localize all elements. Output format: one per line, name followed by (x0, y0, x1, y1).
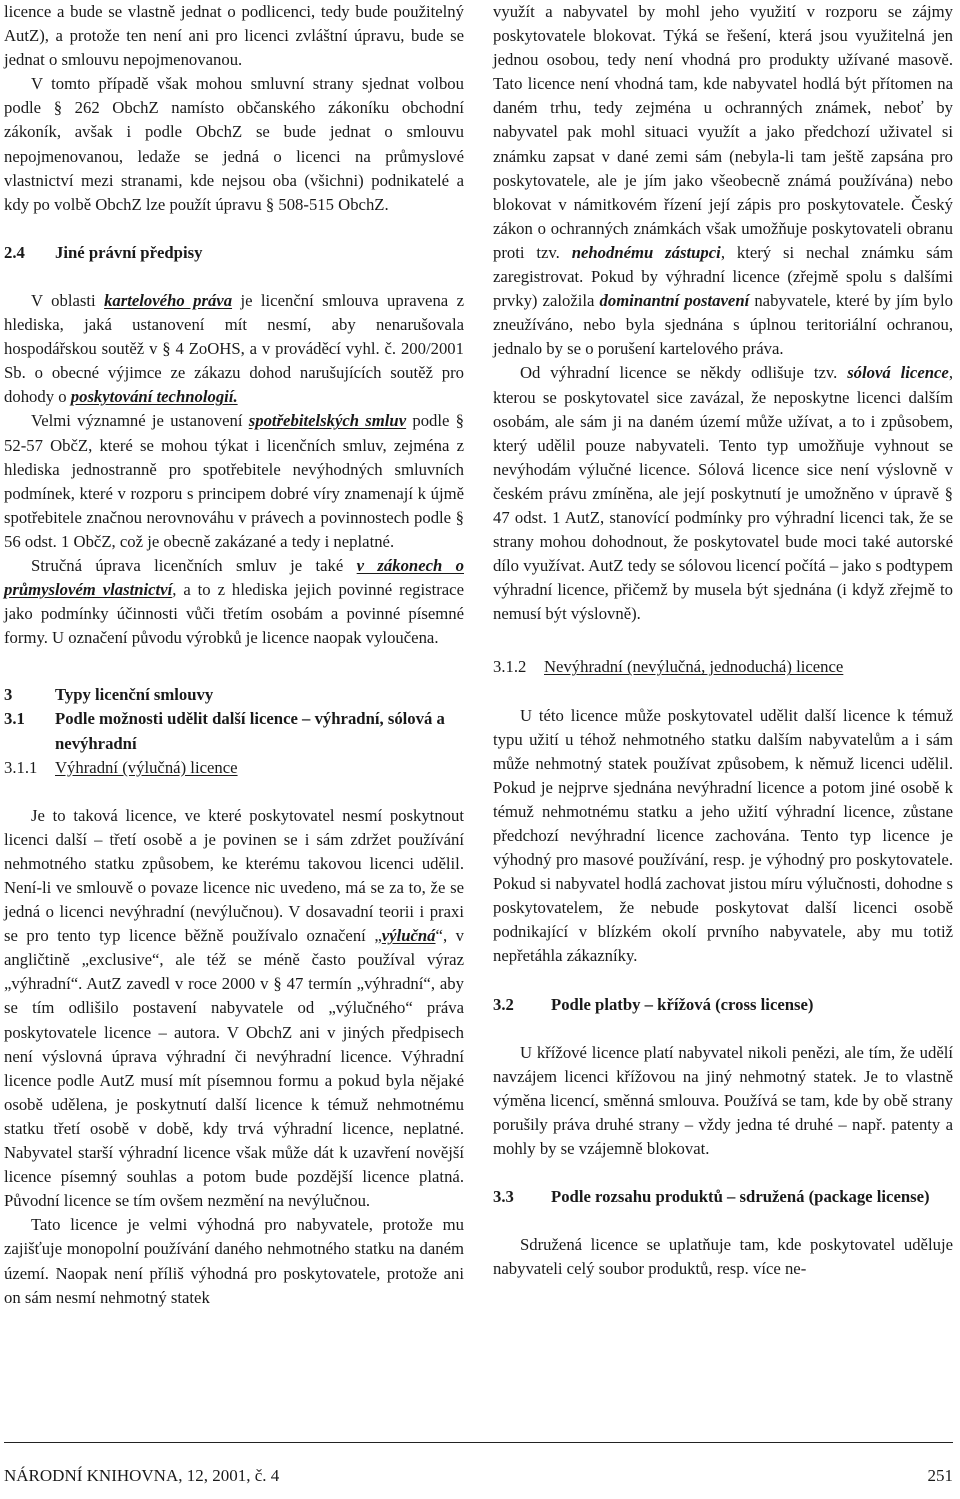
emphasis: nehodnému zástupci (571, 242, 721, 262)
section-heading-3 (4, 683, 464, 707)
emphasis: spotřebitelských smluv (248, 411, 407, 431)
text: Velmi významné je ustanovení (31, 411, 249, 431)
paragraph: Sdružená licence se uplatňuje tam, kde poskytovatel uděluje nabyvateli celý soubor produktů, resp. více ne- (493, 1235, 953, 1279)
paragraph (4, 804, 464, 1214)
heading-title: Podle rozsahu produktů – sdružená (package license) (551, 1187, 930, 1207)
left-column (4, 0, 464, 1310)
right-column (493, 0, 953, 1281)
heading-title: Podle platby – křížová (cross license) (551, 994, 814, 1014)
emphasis: dominantní postavení (599, 291, 750, 311)
page-footer (4, 1464, 953, 1490)
heading-title: Výhradní (výlučná) licence (55, 757, 238, 777)
text: “, v angličtině „exclusive“, ale též se méně často používal výraz „výhradní“. AutZ zavedl v roce 2000 v § 47 termín „výhradní“, aby se tím odlišilo postavení nabyvatele od „výlučného“ práva poskytovatele licence – autora. V ObchZ ani v jiných předpisech není výslovná úprava výhradní či nevýhradní licence. Výhradní licence podle AutZ musí mít písemnou formu a pokud byla nějaké osobě udělena, je poskytnutí další licence k témuž nehmotnému statku třetí osobě v době, kdy trvá výhradní licence, neplatné. Nabyvatel starší výhradní licence však může dát k uzavření novější licence písemný souhlas a potom bude pozdější licence platná. Původní licence se tím ovšem nezmění na nevýlučnou. (4, 926, 464, 1211)
section-heading-3-1-2 (493, 655, 953, 679)
text: , který si nechal známku sám zaregistrovat. Pokud by výhradní licence (zřejmě spolu s dalšími prvky) založila (493, 242, 953, 311)
paragraph: V tomto případě však mohou smluvní strany sjednat volbou podle § 262 ObchZ namísto občanského zákoníku obchodní zákoník, avšak i podle ObchZ se bude jednat o smlouvu nepojmenovanou, ledaže se jedná o licenci na průmyslové vlastnictví mezi stranami, kde nejsou oba (všichni) podnikatelé a kdy po volbě ObchZ lze použít úpravu § 508-515 ObchZ. (4, 74, 464, 214)
paragraph (493, 0, 953, 361)
emphasis: sólová licence (847, 363, 949, 383)
text: Stručná úprava licenčních smluv je také (31, 555, 357, 575)
text: V oblasti (31, 290, 105, 310)
footer-rule (4, 1442, 953, 1443)
paragraph: Tato licence je velmi výhodná pro nabyvatele, protože mu zajišťuje monopolní používání daného nehmotného statku na daném území. Naopak není příliš výhodná pro poskytovatele, protože ani on sám nesmí nehmotný statek (4, 1215, 464, 1307)
paragraph: U této licence může poskytovatel udělit další licence k témuž typu užití u téhož nehmotného statku dalším nabyvatelům a i sám může nehmotný statek používat způsobem, k němuž licenci udělil. Pokud je nejprve sjednána nevýhradní licence a potom jiné osobě k témuž nehmotnému statku a jeho užití výhradní licence, zůstane předchozí nevýhradní licence zachována. Tento typ licence je výhodný pro masové používání, resp. je výhodný pro poskytovatele. Pokud si nabyvatel hodlá zachovat jistou míru výlučnosti, dohodne s poskytovatelem, že nebude poskytovat další licenci osobě podnikající v blízkém okolí prvního nabyvatele, aby mu totiž nepřetáhla zákazníky. (493, 705, 953, 966)
heading-title: Nevýhradní (nevýlučná, jednoduchá) licence (544, 657, 844, 677)
section-heading-3-1-1 (4, 756, 464, 780)
section-heading-3-2 (493, 993, 953, 1017)
page-number: 251 (927, 1466, 953, 1485)
paragraph (4, 409, 464, 554)
paragraph (4, 289, 464, 409)
text: nabyvatele, které by jím bylo zneužíváno, nebo byla sjednána s úplnou teritoriální ochranou, jednalo by se o porušení kartelového práva. (493, 291, 954, 359)
paragraph: licence a bude se vlastně jednat o podlicenci, tedy bude použitelný AutZ), a protože ten není ani pro licenci zvláštní úpravu, bude se jednat o smlouvu nepojmenovanou. (4, 2, 464, 70)
text: využít a nabyvatel by mohl jeho využití v rozporu se zájmy poskytovatele blokovat. Týká se řešení, která jsou využitelná jen jednou osobou, tedy není vhodná pro produkty užívané masově. Tato licence není vhodná tam, kde nabyvatel hodlá být přítomen na daném trhu, tedy zejména u ochranných známek, neboť by nabyvatel pak mohl situaci využít a jako předchozí uživatel si známku zapsat v dané zemi sám (nebyla-li tam ještě zapsána pro poskytovatele, ale je jím jako všeobecně známá používána) nebo blokovat v námitkovém řízení její zápis pro poskytovatele. Český zákon o ochranných známkách však umožňuje poskytovateli obranu proti tzv. (493, 2, 953, 262)
paragraph (493, 361, 953, 626)
paragraph: U křížové licence platí nabyvatel nikoli penězi, ale tím, že udělí navzájem licenci křížovou na jiný nehmotný statek. Je to vlastně výměna licencí, směnná smlouva. Používá se tam, kde by obě strany porušily práva druhé strany – vždy jedna té druhé – např. patenty a mohly by se vzájemně blokovat. (493, 1042, 953, 1159)
text: je licenční smlouva upravena z hlediska, jaká ustanovení mít nesmí, aby nenarušovala hospodářskou soutěž v § 4 ZoOHS, a v prováděcí vyhl. č. 200/2001 Sb. o obecné výjimce ze zákazu dohod narušujících soutěž pro dohody o (4, 290, 465, 407)
emphasis: výlučná (381, 926, 436, 946)
journal-citation: NÁRODNÍ KNIHOVNA, 12, 2001, č. 4 (4, 1466, 280, 1485)
text: , kterou se poskytovatel sice zavázal, že neposkytne licenci dalším osobám, ale sám ji na daném území může užívat, a to i způsobem, který udělil pouze nabyvateli. Tento typ umožňuje vyhnout se nevýhodám výlučné licence. Sólová licence sice není výslovně v českém právu zmíněna, ale její poskytnutí je umožněno v úpravě § 47 odst. 1 AutZ, stanovící podmínky pro výhradní licenci tak, že se strany mohou dohodnout, že poskytovatel bude moci také autorské dílo využívat. AutZ tedy se sólovou licencí počítá – jako s podtypem výhradní licence, přičemž by musela být sjednána (i když zřejmě to nemusí být výslovně). (493, 363, 953, 624)
heading-number: 3.3 (493, 1187, 514, 1207)
text: Od výhradní licence se někdy odlišuje tzv. (520, 363, 848, 383)
heading-number: 3 (4, 685, 13, 705)
heading-title: Typy licenční smlouvy (55, 685, 214, 705)
section-heading-3-1 (4, 707, 464, 755)
text: podle § 52-57 ObčZ, které se mohou týkat i licenčních smluv, zejména z hlediska jednostranně pro spotřebitele nevýhodných smluvních podmínek, které v rozporu s principem dobré víry znamenají k újmě spotřebitele značnou nerovnováhu v právech a povinnostech podle § 56 odst. 1 ObčZ, což je obecně zakázané a tedy i neplatné. (4, 411, 465, 551)
text: Je to taková licence, ve které poskytovatel nesmí poskytnout licenci další – třetí osobě a je povinen se i sám zdržet používání nehmotného statku způsobem, ke kterému takovou licenci udělil. Není-li ve smlouvě o povaze licence nic uvedeno, má se za to, že se jedná o licenci nevýhradní (nevýlučnou). V dosavadní teorii i praxi se pro tento typ licence běžně používalo označení „ (4, 805, 464, 946)
emphasis: kartelového práva (104, 290, 233, 310)
emphasis: poskytování technologií. (70, 387, 238, 407)
heading-title: Jiné právní předpisy (55, 242, 203, 262)
heading-number: 3.1 (4, 709, 25, 729)
emphasis: v zákonech o průmyslovém vlastnictví (4, 555, 464, 600)
heading-number: 3.1.1 (4, 757, 38, 777)
heading-number: 3.1.2 (493, 657, 527, 677)
heading-number: 2.4 (4, 242, 25, 262)
heading-number: 3.2 (493, 994, 514, 1014)
section-heading-2-4 (4, 241, 464, 265)
heading-title: Podle možnosti udělit další licence – výhradní, sólová a nevýhradní (55, 709, 445, 753)
section-heading-3-3 (493, 1185, 953, 1209)
paragraph (4, 554, 464, 650)
text: , a to z hlediska jejich povinné registrace jako podmínky účinnosti vůči třetím osobám a povinné písemné formy. U označení původu výrobků je licence naopak vyloučena. (4, 580, 464, 648)
